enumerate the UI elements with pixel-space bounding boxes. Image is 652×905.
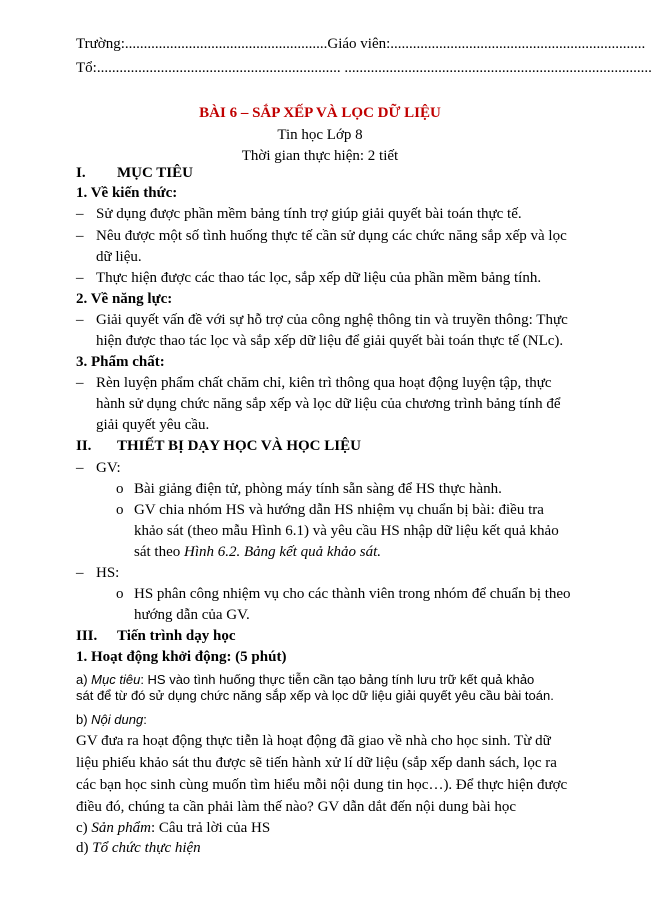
lesson-duration: Thời gian thực hiện: 2 tiết (241, 148, 399, 164)
school-teacher-line: Trường:......................................................Giáo viên:.................................................................... (76, 36, 646, 52)
gv-label: GV: (96, 460, 121, 476)
circle-bullet-icon: o (116, 502, 124, 518)
org-prefix: d) (76, 840, 93, 856)
dash-bullet: – (76, 270, 84, 286)
hs-item-1: HS phân công nhiệm vụ cho các thành viên trong nhóm để chuẩn bị theo (134, 586, 571, 602)
hs-label: HS: (96, 565, 120, 581)
goal-text: : HS vào tình huống thực tiễn cần tạo bảng tính lưu trữ kết quả khảo (140, 672, 535, 687)
gv-item-2: GV chia nhóm HS và hướng dẫn HS nhiệm vụ chuẩn bị bài: điều tra (134, 502, 544, 518)
content-label: Nội dung (91, 712, 144, 727)
dash-bullet: – (76, 312, 84, 328)
dash-bullet: – (76, 375, 84, 391)
product-prefix: c) (76, 820, 92, 836)
gv-item-2-text: sát theo (134, 544, 184, 560)
knowledge-heading: 1. Về kiến thức: (76, 185, 178, 201)
section3-title: Tiến trình dạy học (117, 628, 236, 644)
knowledge-item-1: Sử dụng được phần mềm bảng tính trợ giúp giải quyết bài toán thực tế. (96, 206, 522, 222)
section1-number: I. (76, 165, 86, 181)
school-label: Trường: (76, 36, 125, 52)
knowledge-item-2: Nêu được một số tình huống thực tế cần sử dụng các chức năng sắp xếp và lọc (96, 228, 567, 244)
dash-bullet: – (76, 206, 84, 222)
hs-item-1-cont: hướng dẫn của GV. (134, 607, 250, 623)
section3-number: III. (76, 628, 98, 644)
group-line: Tổ:................................................................. .................................................................................. (76, 60, 652, 76)
goal-line-2: sát để từ đó sử dụng chức năng sắp xếp và lọc dữ liệu giải quyết yêu cầu bài toán. (76, 688, 554, 703)
gv-item-1: Bài giảng điện tử, phòng máy tính sẵn sàng để HS thực hành. (134, 481, 502, 497)
competence-heading: 2. Về năng lực: (76, 291, 173, 307)
dash-bullet: – (76, 565, 84, 581)
org-label: Tổ chức thực hiện (92, 840, 201, 856)
gv-item-2-cont1: khảo sát (theo mẫu Hình 6.1) và yêu cầu HS nhập dữ liệu kết quả khảo (134, 523, 559, 539)
content-line-2: liệu phiếu khảo sát thu được sẽ tiến hành xử lí dữ liệu (sắp xếp danh sách, lọc ra (76, 755, 557, 771)
competence-item-1: Giải quyết vấn đề với sự hỗ trợ của công nghệ thông tin và truyền thông: Thực (96, 312, 568, 328)
section1-title: MỤC TIÊU (117, 165, 193, 181)
knowledge-item-3: Thực hiện được các thao tác lọc, sắp xếp dữ liệu của phần mềm bảng tính. (96, 270, 542, 286)
lesson-subject: Tin học Lớp 8 (277, 127, 363, 143)
content-colon: : (143, 712, 147, 727)
quality-item-1-cont1: hành sử dụng chức năng sắp xếp và lọc dữ liệu của chương trình bảng tính để (96, 396, 561, 412)
circle-bullet-icon: o (116, 481, 124, 497)
product-label: Sản phẩm (91, 820, 151, 836)
section2-number: II. (76, 438, 92, 454)
content-line-4: điều đó, chúng ta cần phải làm thế nào? GV dẫn dắt đến nội dung bài học (76, 799, 517, 815)
content-prefix: b) (76, 712, 92, 727)
group-label: Tổ: (76, 60, 97, 76)
lesson-title: BÀI 6 – SẮP XẾP VÀ LỌC DỮ LIỆU (199, 105, 441, 121)
circle-bullet-icon: o (116, 586, 124, 602)
content-line-1: GV đưa ra hoạt động thực tiễn là hoạt động đã giao về nhà cho học sinh. Từ dữ (76, 733, 551, 749)
activity1-heading: 1. Hoạt động khởi động: (5 phút) (76, 649, 287, 665)
goal-prefix: a) (76, 672, 92, 687)
product-line (76, 818, 270, 838)
dash-bullet: – (76, 228, 84, 244)
quality-item-1-cont2: giải quyết yêu cầu. (96, 417, 210, 433)
quality-heading: 3. Phẩm chất: (76, 354, 165, 370)
section2-title: THIẾT BỊ DẠY HỌC VÀ HỌC LIỆU (117, 438, 361, 454)
goal-label: Mục tiêu (91, 672, 141, 687)
content-heading (76, 711, 147, 728)
competence-item-1-cont: hiện được thao tác lọc và sắp xếp dữ liệu để giải quyết bài toán thực tế (NLc). (96, 333, 564, 349)
organization-line (76, 838, 201, 858)
teacher-label: Giáo viên: (327, 36, 391, 52)
gv-item-2-cont2 (134, 542, 381, 562)
product-text: : Câu trả lời của HS (151, 820, 271, 836)
dash-bullet: – (76, 460, 84, 476)
figure-reference: Hình 6.2. Bảng kết quả khảo sát. (184, 544, 382, 560)
quality-item-1: Rèn luyện phẩm chất chăm chỉ, kiên trì thông qua hoạt động luyện tập, thực (96, 375, 552, 391)
content-line-3: các bạn học sinh cùng muốn tìm hiểu mỗi nội dung tin học…). Để thực hiện được (76, 777, 568, 793)
goal-line-1 (76, 671, 534, 688)
knowledge-item-2-cont: dữ liệu. (96, 249, 142, 265)
